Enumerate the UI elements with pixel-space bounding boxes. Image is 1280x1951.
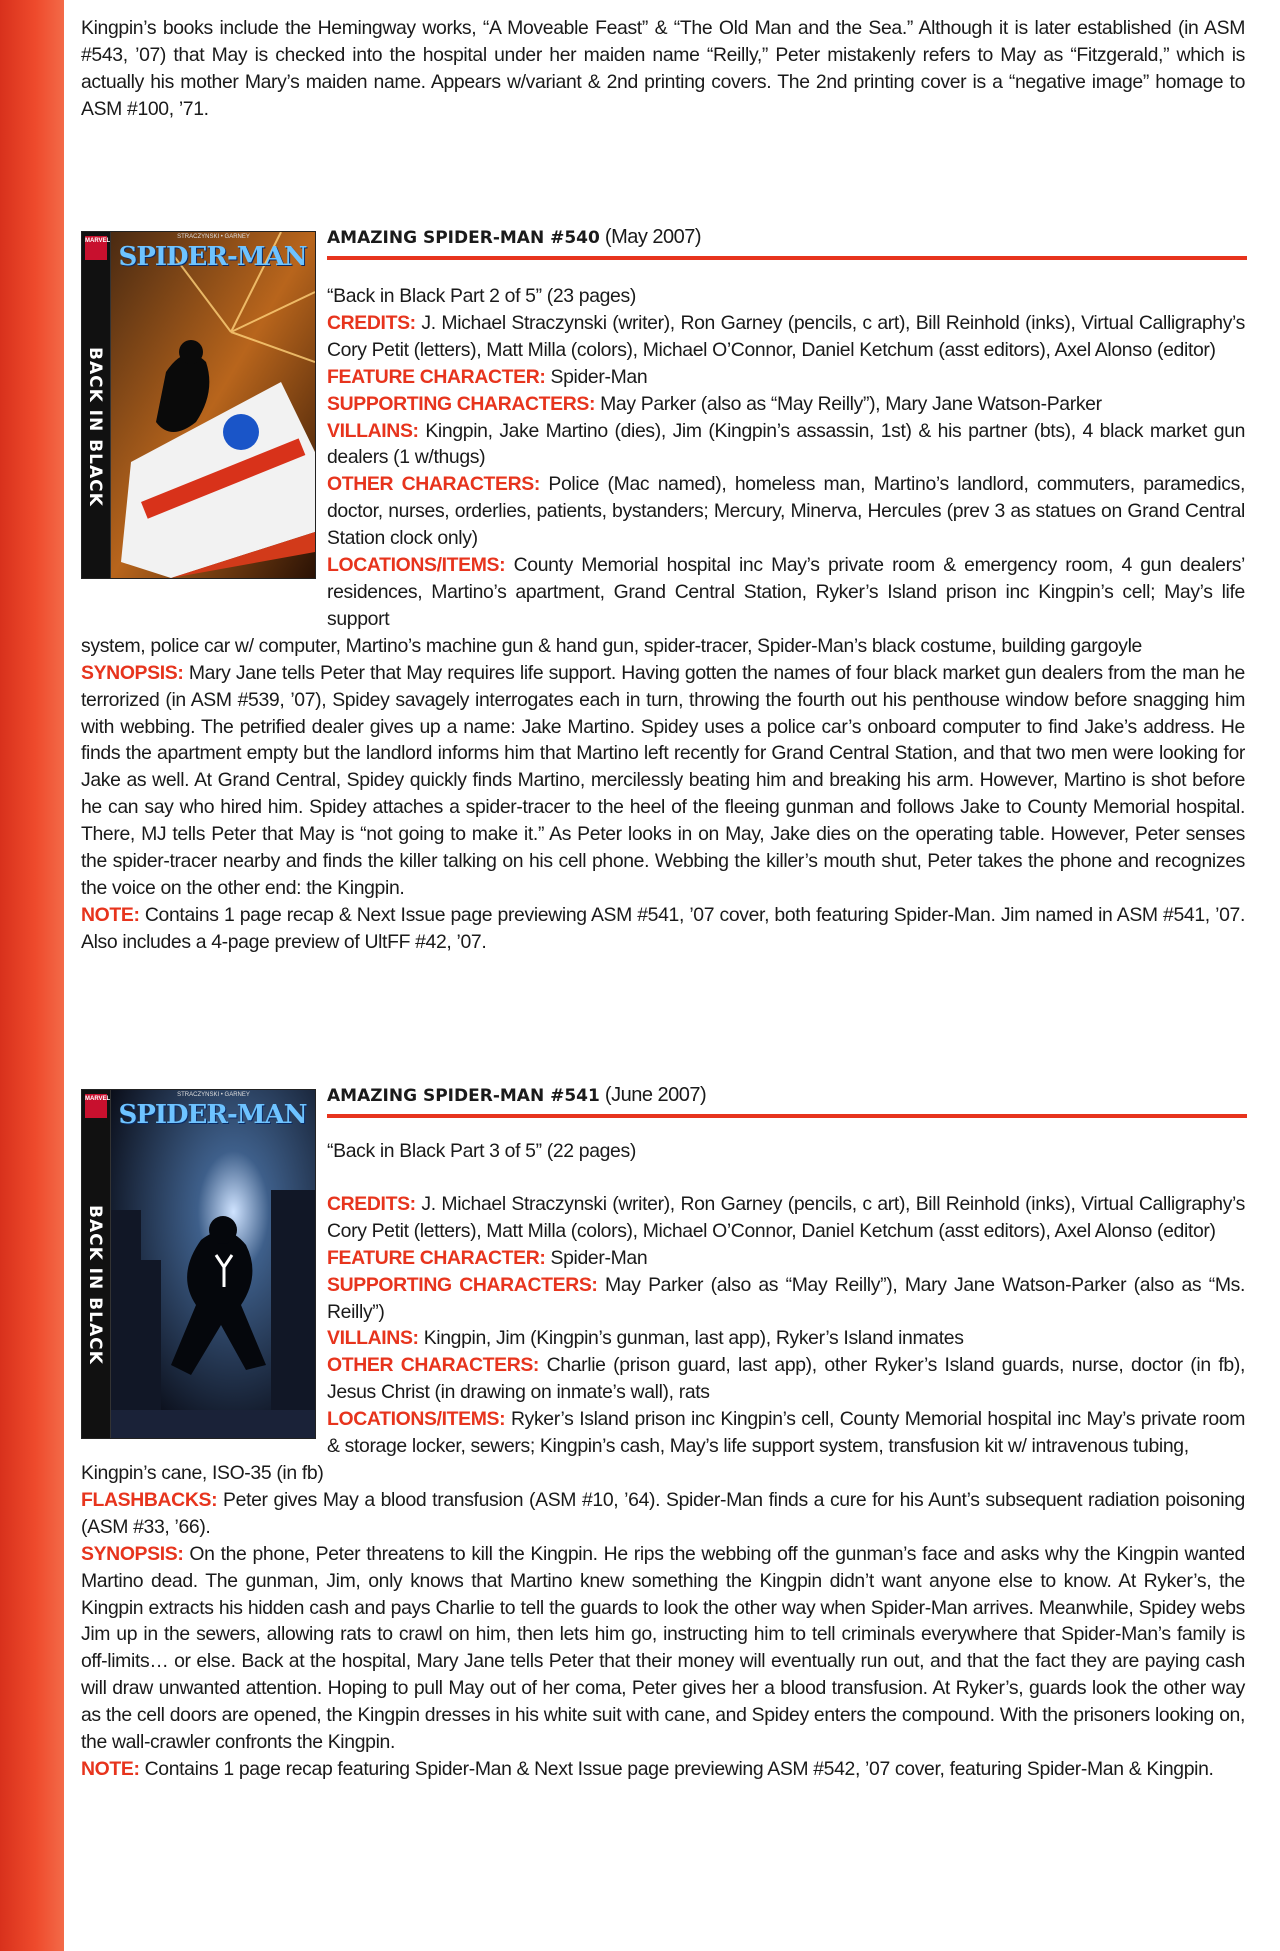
story-title: “Back in Black Part 3 of 5” (22 pages) bbox=[327, 1140, 636, 1162]
locations-items-continuation: system, police car w/ computer, Martino’s machine gun & hand gun, spider-tracer, Spider-Man’s black costume, building gargoyle bbox=[81, 634, 1142, 657]
marvel-logo: MARVEL bbox=[85, 1094, 107, 1118]
entry-body-asm-540 bbox=[81, 283, 1245, 956]
entry-body-asm-541 bbox=[81, 1138, 1245, 1783]
title-rule bbox=[327, 256, 1247, 260]
locations-items-continuation: Kingpin’s cane, ISO-35 (in fb) bbox=[81, 1461, 324, 1484]
synopsis-section: SYNOPSIS: On the phone, Peter threatens to kill the Kingpin. He rips the webbing off the gunman’s face and asks why the Kingpin wanted Martino dead. The gunman, Jim, only knows that Martino knew something the Kingpin didn’t want anyone else to know. At Ryker’s, the Kingpin extracts his hidden cash and pays Charlie to tell the guards to look the other way when Spider-Man arrives. Meanwhile, Spidey webs Jim up in the sewers, allowing rats to crawl on him, then lets him go, instructing him to tell criminals everywhere that Spider-Man’s family is off-limits… or else. Back at the hospital, Mary Jane tells Peter that their money will eventually run out, and that the fact they are paying cash will draw unwanted attention. Hoping to pull May out of her coma, Peter gives her a blood transfusion. At Ryker’s, guards look the other way as the cell doors are opened, the Kingpin dresses in his white suit with cane, and Spidey enters the compound. With the prisoners looking on, the wall-crawler confronts the Kingpin. bbox=[81, 1542, 1245, 1754]
issue-date: (May 2007) bbox=[604, 226, 702, 248]
cover-creator-credits: STRACZYNSKI • GARNEY bbox=[177, 1092, 250, 1098]
other-characters-section: OTHER CHARACTERS: Charlie (prison guard, last app), other Ryker’s Island guards, nurse, doctor (in fb), Jesus Christ (in drawing on inmate’s wall), rats bbox=[327, 1354, 1246, 1404]
supporting-characters-section: SUPPORTING CHARACTERS: May Parker (also as “May Reilly”), Mary Jane Watson-Parker bbox=[327, 392, 1102, 415]
locations-items-section: LOCATIONS/ITEMS: County Memorial hospital inc May’s private room & emergency room, 4 gun dealers’ residences, Martino’s apartment, Grand Central Station, Ryker’s Island prison inc Kingpin’s cell; May’s life support bbox=[327, 554, 1245, 630]
entry-title-asm-540 bbox=[327, 226, 701, 249]
intro-paragraph: Kingpin’s books include the Hemingway works, “A Moveable Feast” & “The Old Man and the Sea.” Although it is later established (in ASM #543, ’07) that May is checked into the hospital under her maiden name “Reilly,” Peter mistakenly refers to May as “Fitzgerald,” which is actually his mother Mary’s maiden name. Appears w/variant & 2nd printing covers. The 2nd printing cover is a “negative image” homage to ASM #100, ’71. bbox=[81, 17, 1245, 120]
title-rule bbox=[327, 1114, 1247, 1118]
cover-masthead: SPIDER-MAN bbox=[118, 1100, 307, 1130]
villains-section: VILLAINS: Kingpin, Jake Martino (dies), Jim (Kingpin’s assassin, 1st) & his partner (bts), 4 black market gun dealers (1 w/thugs) bbox=[327, 419, 1245, 469]
note-section: NOTE: Contains 1 page recap featuring Spider-Man & Next Issue page previewing ASM #542, ’07 cover, featuring Spider-Man & Kingpin. bbox=[81, 1757, 1214, 1780]
synopsis-section: SYNOPSIS: Mary Jane tells Peter that May requires life support. Having gotten the names of four black market gun dealers from the man he terrorized (in ASM #539, ’07), Spidey savagely interrogates each in turn, throwing the fourth out his penthouse window before snagging him with webbing. The petrified dealer gives up a name: Jake Martino. Spidey uses a police car’s onboard computer to find Jake’s address. He finds the apartment empty but the landlord informs him that Martino left recently for Grand Central Station, and that two men were looking for Jake as well. At Grand Central, Spidey quickly finds Martino, mercilessly beating him and breaking his arm. However, Martino is shot before he can say who hired him. Spidey attaches a spider-tracer to the heel of the fleeing gunman and follows Jake to County Memorial hospital. There, MJ tells Peter that May is “not going to make it.” As Peter looks in on May, Jake dies on the operating table. However, Peter senses the spider-tracer nearby and finds the killer talking on his cell phone. Webbing the killer’s mouth shut, Peter takes the phone and recognizes the voice on the other end: the Kingpin. bbox=[81, 661, 1245, 899]
issue-date: (June 2007) bbox=[604, 1084, 707, 1106]
spine-label: BACK IN BLACK bbox=[85, 347, 105, 507]
marvel-logo: MARVEL bbox=[85, 236, 107, 260]
cover-masthead: SPIDER-MAN bbox=[118, 242, 307, 272]
feature-character-section: FEATURE CHARACTER: Spider-Man bbox=[327, 1246, 648, 1269]
cover-creator-credits: STRACZYNSKI • GARNEY bbox=[177, 234, 250, 240]
locations-items-section: LOCATIONS/ITEMS: Ryker’s Island prison inc Kingpin’s cell, County Memorial hospital inc May’s private room & storage locker, sewers; Kingpin’s cash, May’s life support system, transfusion kit w/ intravenous tubing, bbox=[327, 1408, 1245, 1458]
story-title: “Back in Black Part 2 of 5” (23 pages) bbox=[327, 285, 636, 307]
red-side-bar bbox=[0, 0, 64, 1951]
credits-section: CREDITS: J. Michael Straczynski (writer), Ron Garney (pencils, c art), Bill Reinhold (inks), Virtual Calligraphy’s Cory Petit (letters), Matt Milla (colors), Michael O’Connor, Daniel Ketchum (asst editors), Axel Alonso (editor) bbox=[327, 311, 1245, 361]
entry-title-asm-541 bbox=[327, 1084, 706, 1107]
spine-label: BACK IN BLACK bbox=[85, 1205, 105, 1365]
supporting-characters-section: SUPPORTING CHARACTERS: May Parker (also as “May Reilly”), Mary Jane Watson-Parker (also as “Ms. Reilly”) bbox=[327, 1273, 1245, 1323]
issue-title: AMAZING SPIDER-MAN #541 bbox=[327, 1086, 600, 1106]
note-section: NOTE: Contains 1 page recap & Next Issue page previewing ASM #541, ’07 cover, both featuring Spider-Man. Jim named in ASM #541, ’07. Also includes a 4-page preview of UltFF #42, ’07. bbox=[81, 903, 1245, 953]
credits-section: CREDITS: J. Michael Straczynski (writer), Ron Garney (pencils, c art), Bill Reinhold (inks), Virtual Calligraphy’s Cory Petit (letters), Matt Milla (colors), Michael O’Connor, Daniel Ketchum (asst editors), Axel Alonso (editor) bbox=[327, 1192, 1245, 1242]
feature-character-section: FEATURE CHARACTER: Spider-Man bbox=[327, 365, 648, 388]
villains-section: VILLAINS: Kingpin, Jim (Kingpin’s gunman, last app), Ryker’s Island inmates bbox=[327, 1327, 964, 1350]
flashbacks-section: FLASHBACKS: Peter gives May a blood transfusion (ASM #10, ’64). Spider-Man finds a cure for his Aunt’s subsequent radiation poisoning (ASM #33, ’66). bbox=[81, 1488, 1245, 1538]
other-characters-section: OTHER CHARACTERS: Police (Mac named), homeless man, Martino’s landlord, commuters, paramedics, doctor, nurses, orderlies, patients, bystanders; Mercury, Minerva, Hercules (prev 3 as statues on Grand Central Station clock only) bbox=[327, 473, 1245, 550]
issue-title: AMAZING SPIDER-MAN #540 bbox=[327, 228, 600, 248]
